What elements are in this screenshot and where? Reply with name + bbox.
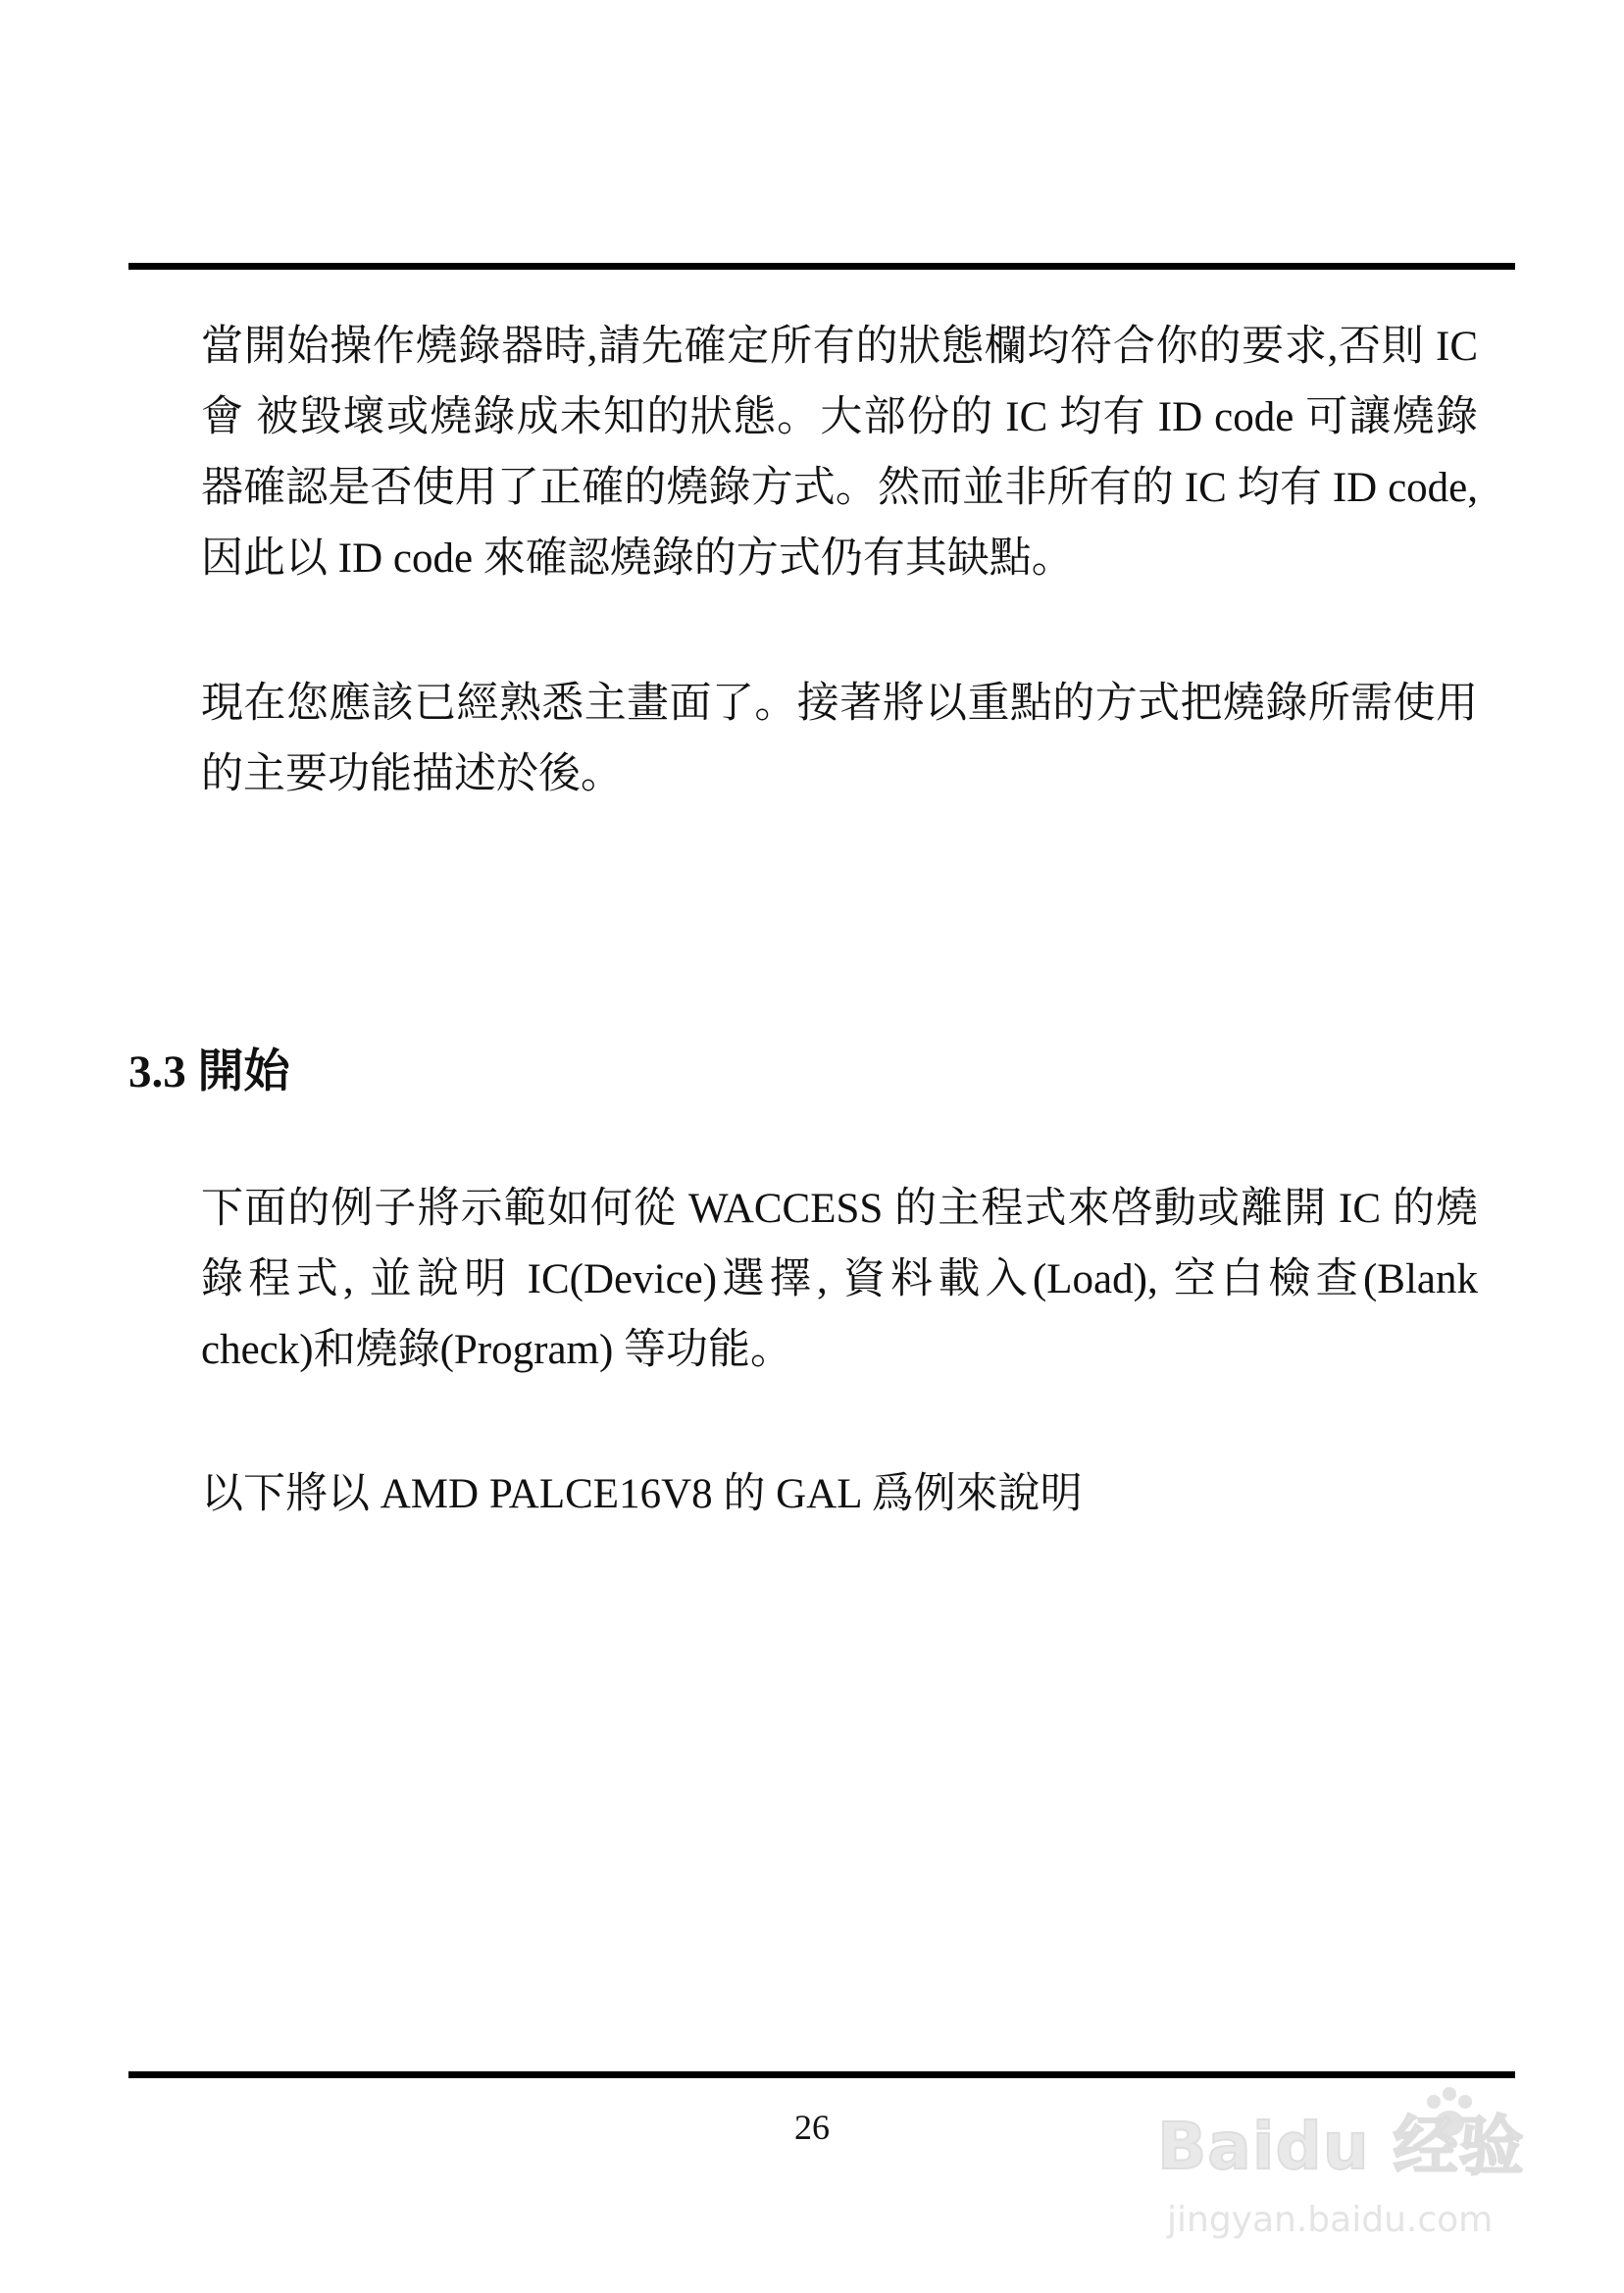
watermark [1157, 2084, 1559, 2261]
paragraph-status-check: 當開始操作燒錄器時,請先確定所有的狀態欄均符合你的要求,否則 IC 會 被毀壞或燒錄成未知的狀態。大部份的 IC 均有 ID code 可讓燒錄器確認是否使用了正確的燒錄方式。然而並非所有的 IC 均有 ID code, 因此以 ID code 來確認燒錄的方式仍有其缺點。 [201, 324, 1478, 582]
watermark-brand: Baidu 经验 [1157, 2109, 1525, 2184]
section-heading: 3.3 開始 [128, 1046, 290, 1097]
footer-rule [128, 2071, 1515, 2078]
paragraph-example-device: 以下將以 AMD PALCE16V8 的 GAL 爲例來說明 [201, 1471, 1083, 1517]
watermark-url: jingyan.baidu.com [1167, 2200, 1494, 2240]
paragraph-main-screen: 現在您應該已經熟悉主畫面了。接著將以重點的方式把燒錄所需使用的主要功能描述於後。 [201, 681, 1478, 797]
page-number: 26 [794, 2108, 830, 2147]
paragraph-example-intro: 下面的例子將示範如何從 WACCESS 的主程式來啓動或離開 IC 的燒錄程式, 並說明 IC(Device)選擇, 資料載入(Load), 空白檢查(Blank check)和燒錄(Program) 等功能。 [201, 1186, 1478, 1373]
header-rule [128, 263, 1515, 270]
